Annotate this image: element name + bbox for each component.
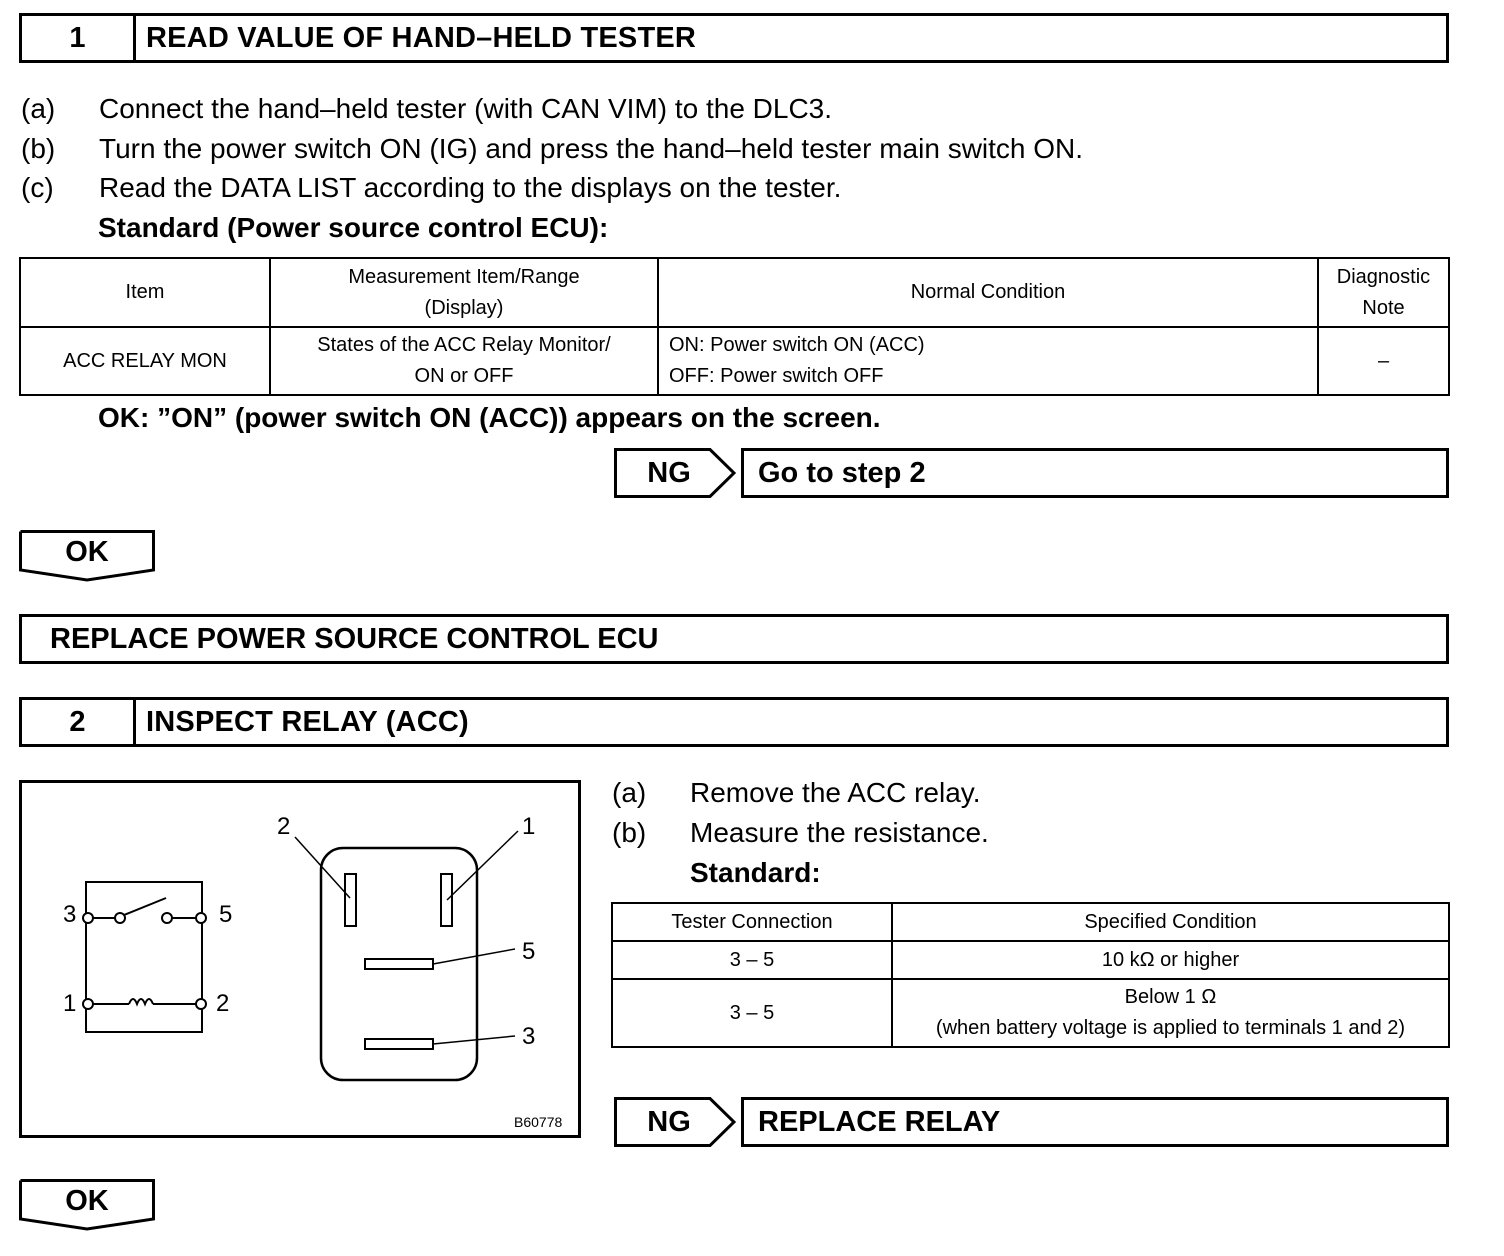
replace-ecu-box: REPLACE POWER SOURCE CONTROL ECU <box>19 614 1449 664</box>
step-2-ng-result[interactable]: REPLACE RELAY <box>741 1097 1449 1147</box>
relay-pin-1: 1 <box>522 813 536 840</box>
table-row <box>612 941 1449 979</box>
instruction-label: (a) <box>21 93 56 124</box>
instruction-text: Read the DATA LIST according to the displays on the tester. <box>99 172 842 203</box>
cell-diagnostic-note: – <box>1318 327 1449 395</box>
step-1-number: 1 <box>22 16 136 60</box>
header-diag-line1: Diagnostic <box>1336 265 1431 288</box>
step-2-number: 2 <box>22 700 136 744</box>
header-measurement-line1: Measurement Item/Range <box>348 265 580 288</box>
cell-connection: 3 – 5 <box>612 979 892 1047</box>
step-1-ok-button[interactable] <box>19 530 155 582</box>
instruction-text: Remove the ACC relay. <box>690 777 981 808</box>
header-measurement <box>270 258 658 327</box>
table-row <box>20 327 1449 395</box>
ng-label: NG <box>647 1105 691 1138</box>
step-2-header <box>19 697 1449 747</box>
schematic-pin-1: 1 <box>63 990 77 1017</box>
cell-normal-condition <box>658 327 1318 395</box>
header-tester-connection: Tester Connection <box>612 903 892 941</box>
instruction-text: Connect the hand–held tester (with CAN VIM) to the DLC3. <box>99 93 833 124</box>
instruction-label: (c) <box>21 172 54 203</box>
table-row <box>612 979 1449 1047</box>
figure-code: B60778 <box>514 1114 563 1130</box>
step-2-ok-button[interactable] <box>19 1179 155 1231</box>
cell-condition-line2: (when battery voltage is applied to terminals 1 and 2) <box>935 1017 1406 1039</box>
cell-item: ACC RELAY MON <box>20 327 270 395</box>
table-header-row <box>20 258 1449 327</box>
cell-measurement <box>270 327 658 395</box>
header-item: Item <box>20 258 270 327</box>
step-2-spec-table <box>611 902 1450 1048</box>
step-1-ng-button[interactable] <box>614 448 736 498</box>
ok-label: OK <box>65 535 109 568</box>
step-1-title: READ VALUE OF HAND–HELD TESTER <box>146 21 697 54</box>
relay-pin-3: 3 <box>522 1023 536 1050</box>
ok-label: OK <box>65 1184 109 1217</box>
cell-condition <box>892 979 1449 1047</box>
cell-connection: 3 – 5 <box>612 941 892 979</box>
step-1-header <box>19 13 1449 63</box>
relay-pin-5: 5 <box>522 938 536 965</box>
step-2-ng-button[interactable] <box>614 1097 736 1147</box>
header-diagnostic-note <box>1318 258 1449 327</box>
instruction-label: (a) <box>612 777 647 808</box>
cell-measurement-line2: ON or OFF <box>414 365 514 387</box>
instruction-text: Measure the resistance. <box>690 817 989 848</box>
instruction-label: (b) <box>21 133 56 164</box>
cell-measurement-line1: States of the ACC Relay Monitor/ <box>317 334 611 356</box>
header-normal-condition: Normal Condition <box>658 258 1318 327</box>
schematic-pin-2: 2 <box>216 990 230 1017</box>
relay-diagram <box>19 780 581 1138</box>
schematic-pin-3: 3 <box>63 901 77 928</box>
header-diag-line2: Note <box>1362 296 1405 319</box>
step-2-title: INSPECT RELAY (ACC) <box>146 705 469 738</box>
step-1-spec-table <box>19 257 1450 396</box>
cell-condition-line1: Below 1 Ω <box>1124 986 1217 1008</box>
step-1-standard-heading: Standard (Power source control ECU): <box>98 212 609 243</box>
cell-normal-line2: OFF: Power switch OFF <box>669 365 884 387</box>
relay-pin-2: 2 <box>277 813 291 840</box>
step-1-ok-criteria: OK: ”ON” (power switch ON (ACC)) appears on the screen. <box>98 402 881 433</box>
step-1-ng-result[interactable]: Go to step 2 <box>741 448 1449 498</box>
schematic-pin-5: 5 <box>219 901 233 928</box>
relay-figure <box>19 780 581 1138</box>
header-measurement-line2: (Display) <box>424 296 504 319</box>
table-header-row <box>612 903 1449 941</box>
ng-label: NG <box>647 456 691 489</box>
cell-condition: 10 kΩ or higher <box>892 941 1449 979</box>
cell-normal-line1: ON: Power switch ON (ACC) <box>669 334 925 356</box>
instruction-label: (b) <box>612 817 647 848</box>
header-specified-condition: Specified Condition <box>892 903 1449 941</box>
step-2-standard-heading: Standard: <box>690 857 821 888</box>
instruction-text: Turn the power switch ON (IG) and press the hand–held tester main switch ON. <box>99 133 1084 164</box>
